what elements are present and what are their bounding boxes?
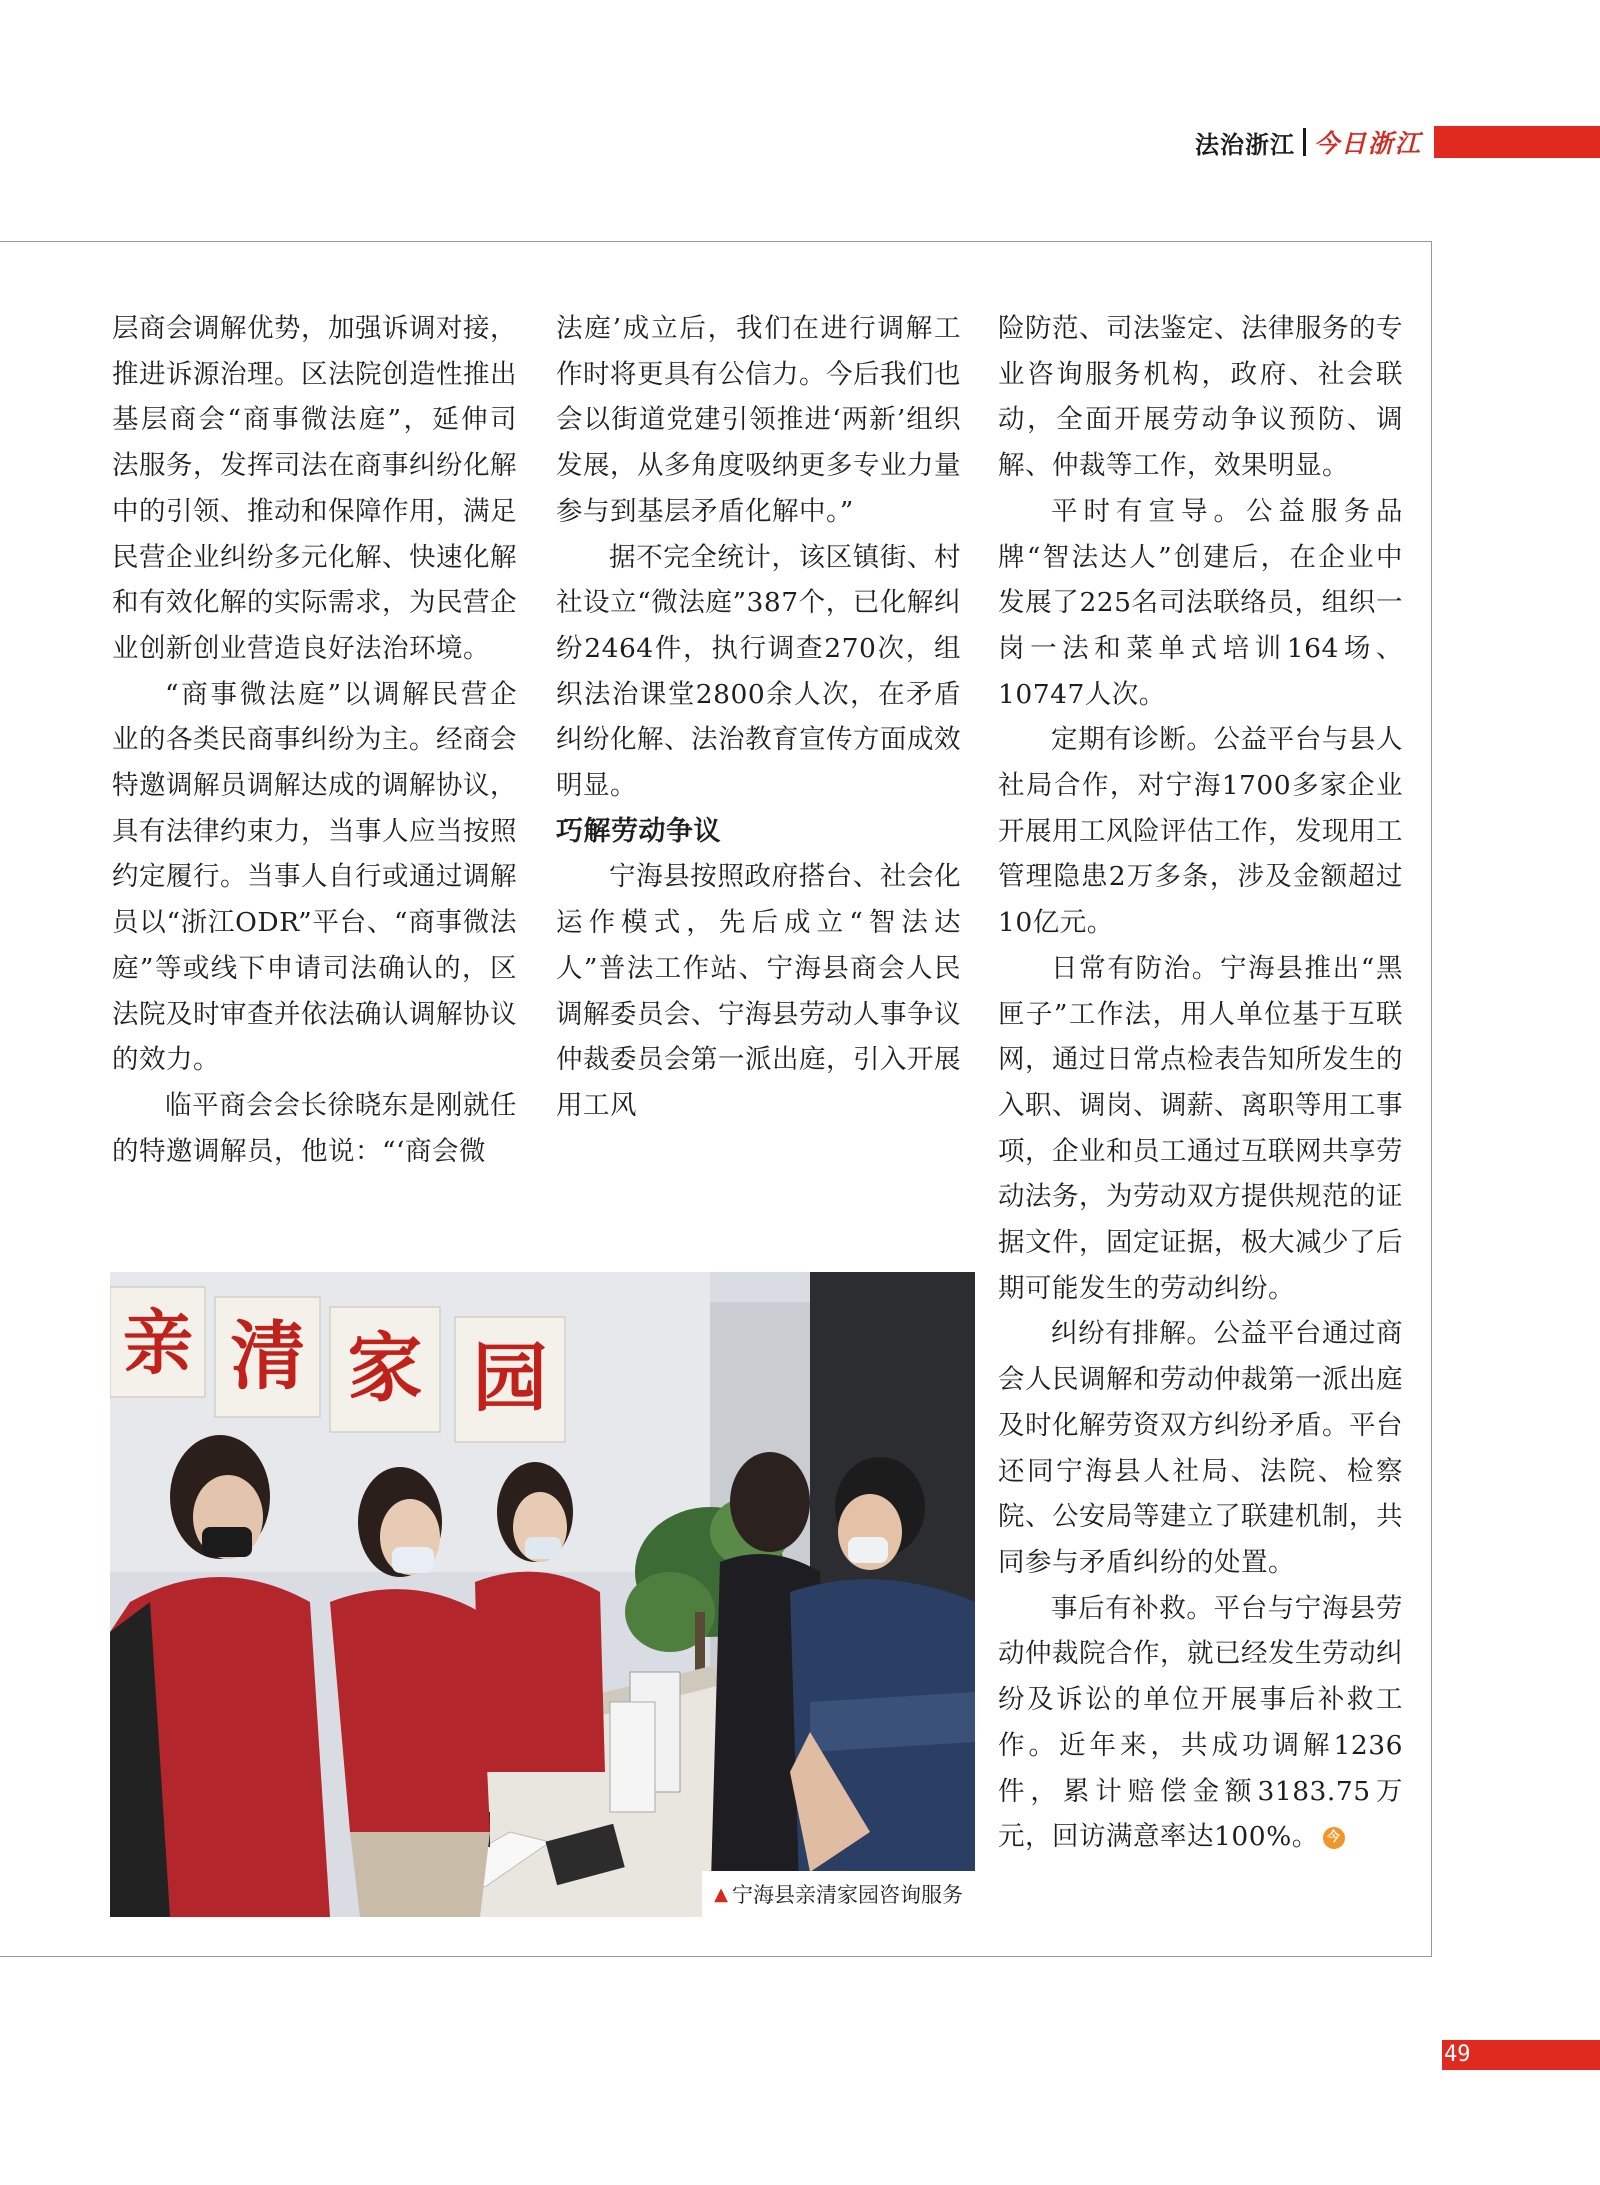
paragraph: 据不完全统计，该区镇街、村社设立“微法庭”387个，已化解纠纷2464件，执行调查270次，组织法治课堂2800余人次，在矛盾纠纷化解、法治教育宣传方面成效明显。 (556, 541, 961, 802)
paragraph: 宁海县按照政府搭台、社会化运作模式，先后成立“智法达人”普法工作站、宁海县商会人民调解委员会、宁海县劳动人事争议仲裁委员会第一派出庭，引入开展用工风 (556, 861, 961, 1121)
photo-illustration (110, 1272, 975, 1917)
paragraph: 险防范、司法鉴定、法律服务的专业咨询服务机构，政府、社会联动，全面开展劳动争议预防、调解、仲裁等工作，效果明显。 (998, 313, 1403, 482)
page-header (1195, 125, 1600, 159)
paragraph: 纠纷有排解。公益平台通过商会人民调解和劳动仲裁第一派出庭及时化解劳资双方纠纷矛盾。平台还同宁海县人社局、法院、检察院、公安局等建立了联建机制，共同参与矛盾纠纷的处置。 (998, 1318, 1403, 1578)
monitor (610, 1702, 655, 1812)
paragraph-text: 事后有补救。平台与宁海县劳动仲裁院合作，就已经发生劳动纠纷及诉讼的单位开展事后补救工作。近年来，共成功调解1236件，累计赔偿金额3183.75万元，回访满意率达100%。 (998, 1592, 1403, 1853)
end-mark-icon: 今 (1323, 1827, 1345, 1849)
paragraph: 临平商会会长徐晓东是刚就任的特邀调解员，他说：“‘商会微 (112, 1089, 517, 1167)
sign-char: 清 (230, 1312, 306, 1400)
sign-char: 家 (347, 1324, 423, 1412)
page-number-bar (1442, 2040, 1600, 2070)
article-photo (110, 1272, 975, 1917)
text-column-1 (112, 306, 517, 1174)
text-column-2 (556, 306, 961, 1129)
brand-logo: 今日浙江 (1313, 129, 1422, 158)
page-number: 49 (1444, 2042, 1471, 2067)
paragraph: 定期有诊断。公益平台与县人社局合作，对宁海1700多家企业开展用工风险评估工作，发现用工管理隐患2万多条，涉及金额超过10亿元。 (998, 724, 1403, 939)
paragraph: 法庭’成立后，我们在进行调解工作时将更具有公信力。今后我们也会以街道党建引领推进‘两新’组织发展，从多角度吸纳更多专业力量参与到基层矛盾化解中。” (556, 313, 961, 527)
section-heading: 巧解劳动争议 (556, 815, 721, 847)
sign-char: 园 (472, 1334, 548, 1422)
section-title: 法治浙江 (1194, 130, 1295, 159)
header-red-bar (1434, 126, 1600, 158)
caption-text: 宁海县亲清家园咨询服务 (732, 1883, 963, 1907)
paragraph: 平时有宣导。公益服务品牌“智法达人”创建后，在企业中发展了225名司法联络员，组织一岗一法和菜单式培训164场、10747人次。 (998, 495, 1403, 710)
caption-triangle-icon: ▲ (714, 1883, 728, 1905)
paragraph: “商事微法庭”以调解民营企业的各类民商事纠纷为主。经商会特邀调解员调解达成的调解协议，具有法律约束力，当事人应当按照约定履行。当事人自行或通过调解员以“浙江ODR”平台、“商事微法庭”等或线下申请司法确认的，区法院及时审查并依法确认调解协议的效力。 (112, 678, 517, 1076)
sign-char: 亲 (123, 1301, 193, 1384)
paragraph: 层商会调解优势，加强诉调对接，推进诉源治理。区法院创造性推出基层商会“商事微法庭”，延伸司法服务，发挥司法在商事纠纷化解中的引领、推动和保障作用，满足民营企业纠纷多元化解、快速化解和有效化解的实际需求，为民营企业创新创业营造良好法治环境。 (112, 313, 517, 664)
paragraph-last (998, 1586, 1403, 1860)
text-column-3 (998, 306, 1403, 1860)
header-divider (1303, 128, 1306, 156)
photo-caption (702, 1871, 975, 1917)
paragraph: 日常有防治。宁海县推出“黑匣子”工作法，用人单位基于互联网，通过日常点检表告知所发生的入职、调岗、调薪、离职等用工事项，企业和员工通过互联网共享劳动法务，为劳动双方提供规范的证据文件，固定证据，极大减少了后期可能发生的劳动纠纷。 (998, 952, 1403, 1304)
